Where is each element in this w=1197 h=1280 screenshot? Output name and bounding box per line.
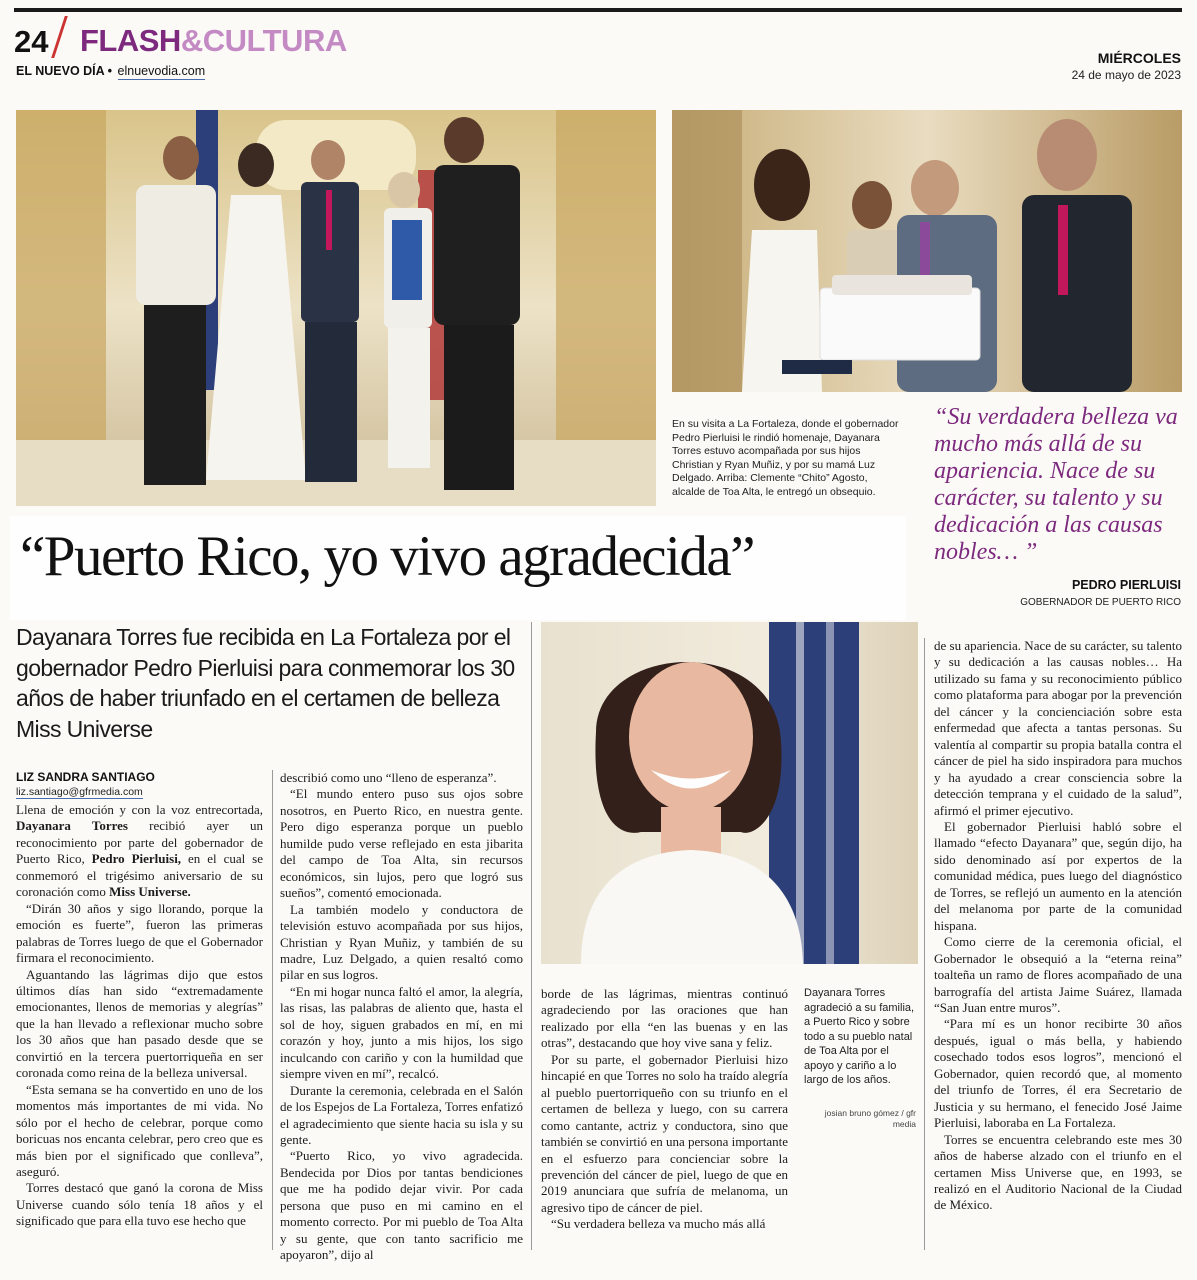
paper-name [16, 64, 205, 78]
gift-photo [672, 110, 1182, 392]
photo-credit: josian bruno gómez / gfr media [824, 1108, 916, 1129]
article-paragraph: Durante la ceremonia, celebrada en el Salón de los Espejos de La Fortaleza, Torres enfatizó el agradecimiento que siente hacia su isla y su gente. [280, 1082, 523, 1147]
paper-url-link[interactable]: elnuevodia.com [117, 64, 206, 78]
article-lead-paragraph [16, 802, 263, 901]
column-rule [531, 622, 532, 1250]
pull-quote: “Su verdadera belleza va mucho más allá de su apariencia. Nace de su carácter, su talento y su dedicación a las causas nobles… ” [934, 404, 1178, 565]
article-column-4 [934, 638, 1182, 1252]
article-paragraph: “Puerto Rico, yo vivo agradecida. Bendecida por Dios por tantas bendiciones que me ha podido dejar vivir. Por cada persona que puso en mi camino en el momento correcto. Por mi pueblo de Toa Alta y su gente, que con tanto sacrificio me apoyaron”, dijo al [280, 1148, 523, 1263]
article-column-1 [16, 802, 263, 1252]
pull-quote-author: PEDRO PIERLUISI [1071, 578, 1181, 592]
article-paragraph: “Su verdadera belleza va mucho más allá [551, 1216, 766, 1232]
headline: “Puerto Rico, yo vivo agradecida” [20, 525, 754, 588]
article-paragraph: “Para mí es un honor recibirte 30 años después, igual o más bella, y habiendo cosechado todos esos logros”, mencionó el Gobernador, quien recordó que, al momento del triunfo de Torres, él era Secretario de Justicia y su hermano, el fenecido José Jaime Pierluisi, laboraba en La Fortaleza. [934, 1016, 1182, 1131]
lead-bold-pierluisi: Pedro Pierluisi, [91, 851, 182, 867]
lead-text-1: Llena de emoción y con la voz entrecortada, [16, 802, 263, 817]
weekday: MIÉRCOLES [1097, 50, 1181, 66]
paper-name-text: EL NUEVO DÍA • [16, 64, 113, 78]
group-photo-image [16, 110, 656, 506]
article-paragraph: describió como uno “lleno de esperanza”. [280, 770, 497, 785]
column-rule [272, 770, 273, 1250]
section-title [80, 23, 347, 59]
article-paragraph: Aguantando las lágrimas dijo que estos últimos días han sido “extremadamente emocionantes, llenos de memorias y alegrías” que la han llevado a reflexionar mucho sobre los 30 años que han pasado desde que se convirtió en la tercera puertorriqueña en ser coronada como reina de la belleza universal. [16, 966, 263, 1081]
article-paragraph: “El mundo entero puso sus ojos sobre nosotros, en Puerto Rico, en nuestra gente. Pero digo esperanza porque un pueblo humilde pudo verse reflejado en esta jibarita del campo de Toa Alta, sin recursos económicos, sin lujos, pero que logró sus sueños”, comentó emocionada. [280, 786, 523, 901]
pull-quote-role: GOBERNADOR DE PUERTO RICO [1020, 597, 1181, 608]
photo-caption-top: En su visita a La Fortaleza, donde el gobernador Pedro Pierluisi le rindió homenaje, Dayanara Torres estuvo acompañada por sus hijos Christian y Ryan Muñiz, y por su mamá Luz Delgado. Arriba: Clemente “Chito” Agosto, alcalde de Toa Alta, le entregó un obsequio. [672, 418, 899, 498]
article-paragraph: Torres destacó que ganó la corona de Miss Universe cuando sólo tenía 18 años y el significado que para ella tuvo ese hecho que [16, 1180, 263, 1229]
page-number: 24 [14, 24, 49, 59]
issue-date: 24 de mayo de 2023 [1071, 68, 1181, 82]
article-paragraph: Por su parte, el gobernador Pierluisi hizo hincapié en que Torres no solo ha traído alegría al pueblo puertorriqueño con su triunfo en el certamen de belleza y luego, con su carrera como cantante, actriz y conductora, sino que también se convirtió en una persona importante en el esfuerzo para concienciar sobre la prevención del cáncer de piel, luego de que en 2019 anunciara que sufría de melanoma, un agresivo tipo de cáncer de piel. [541, 1051, 788, 1215]
date-box [1072, 50, 1181, 82]
article-column-2 [280, 770, 523, 1263]
article-column-3 [541, 986, 788, 1252]
byline-email-link[interactable]: liz.santiago@gfrmedia.com [16, 786, 143, 798]
portrait-caption: Dayanara Torres agradeció a su familia, a Puerto Rico y sobre todo a su pueblo natal de Toa Alta por el apoyo y cariño a lo largo de los años. [804, 987, 915, 1086]
slash-divider [51, 16, 68, 58]
gift-photo-image [672, 110, 1182, 392]
top-rule [14, 8, 1182, 12]
section-title-part1: FLASH [80, 23, 181, 58]
article-paragraph: Como cierre de la ceremonia oficial, el Gobernador le obsequió a la “eterna reina” toalteña un ramo de flores acompañado de una barrografía del artista Jaime Suárez, llamada “San Juan entre muros”. [934, 934, 1182, 1015]
article-paragraph: “En mi hogar nunca faltó el amor, la alegría, las risas, las palabras de aliento que, hasta el sol de hoy, siguen grabados en mí, en mi corazón y hoy, junto a mis hijos, los sigo inculcando con cariño y con la humildad que siempre viven en mí”, recalcó. [280, 983, 523, 1082]
group-photo [16, 110, 656, 506]
section-title-part2: &CULTURA [180, 23, 347, 58]
lead-bold-dayanara: Dayanara Torres [16, 818, 128, 834]
article-paragraph: de su apariencia. Nace de su carácter, su talento y su dedicación a las causas nobles… Ha utilizado su fama y su reconocimiento público como plataforma para abogar por la prevención del cáncer y la concienciación sobre esta enfermedad que afecta a tantas personas. Su valentía al compartir su propia batalla contra el cáncer de piel ha sido inspiradora para muchos y ha ayudado a crear consciencia sobre la detección temprana y el cuidado de la salud”, afirmó el primer ejecutivo. [934, 638, 1182, 818]
article-paragraph: La también modelo y conductora de televisión estuvo acompañada por sus hijos, Christian y Ryan Muñiz, y también de su madre, Luz Delgado, a quien resaltó como pilar en sus logros. [280, 901, 523, 983]
article-paragraph: Torres se encuentra celebrando este mes 30 años de haberse alzado con el triunfo en el certamen Miss Universe que, en 1993, se realizó en el Auditorio Nacional de la Ciudad de México. [934, 1131, 1182, 1213]
column-rule [924, 638, 925, 1250]
article-paragraph: borde de las lágrimas, mientras continuó agradeciendo por las oraciones que han realizado por ella “en las buenas y en las otras”, destacando que hoy vive sana y feliz. [541, 986, 788, 1051]
article-paragraph: El gobernador Pierluisi habló sobre el llamado “efecto Dayanara” que, según dijo, ha sido denominado así por expertos de la comunidad médica, pues luego del diagnóstico de Torres, se reflejó un aumento en la atención del melanoma por parte de la comunidad hispana. [934, 818, 1182, 933]
byline-author: LIZ SANDRA SANTIAGO [16, 770, 155, 784]
portrait-photo-image [541, 622, 918, 964]
lead-bold-miss-universe: Miss Universe. [109, 884, 191, 900]
lead-text-3: en el cual se conmemoró el trigésimo aniversario de su coronación como [16, 851, 263, 900]
deck-subheadline: Dayanara Torres fue recibida en La Fortaleza por el gobernador Pedro Pierluisi para conmemorar los 30 años de haber triunfado en el certamen de belleza Miss Universe [16, 624, 515, 742]
portrait-photo [541, 622, 918, 964]
lead-text-2: recibió ayer un reconocimiento por parte del gobernador de Puerto Rico, [16, 818, 264, 867]
article-paragraph: “Esta semana se ha convertido en uno de los momentos más importantes de mi vida. No sólo por el hecho de celebrar, porque como boricuas nos encanta celebrar, pero creo que es más bien por el significado que conlleva”, aseguró. [16, 1081, 263, 1179]
article-paragraph: “Dirán 30 años y sigo llorando, porque la emoción es fuerte”, fueron las primeras palabras de Torres luego de que el Gobernador firmara el reconocimiento. [16, 900, 263, 966]
